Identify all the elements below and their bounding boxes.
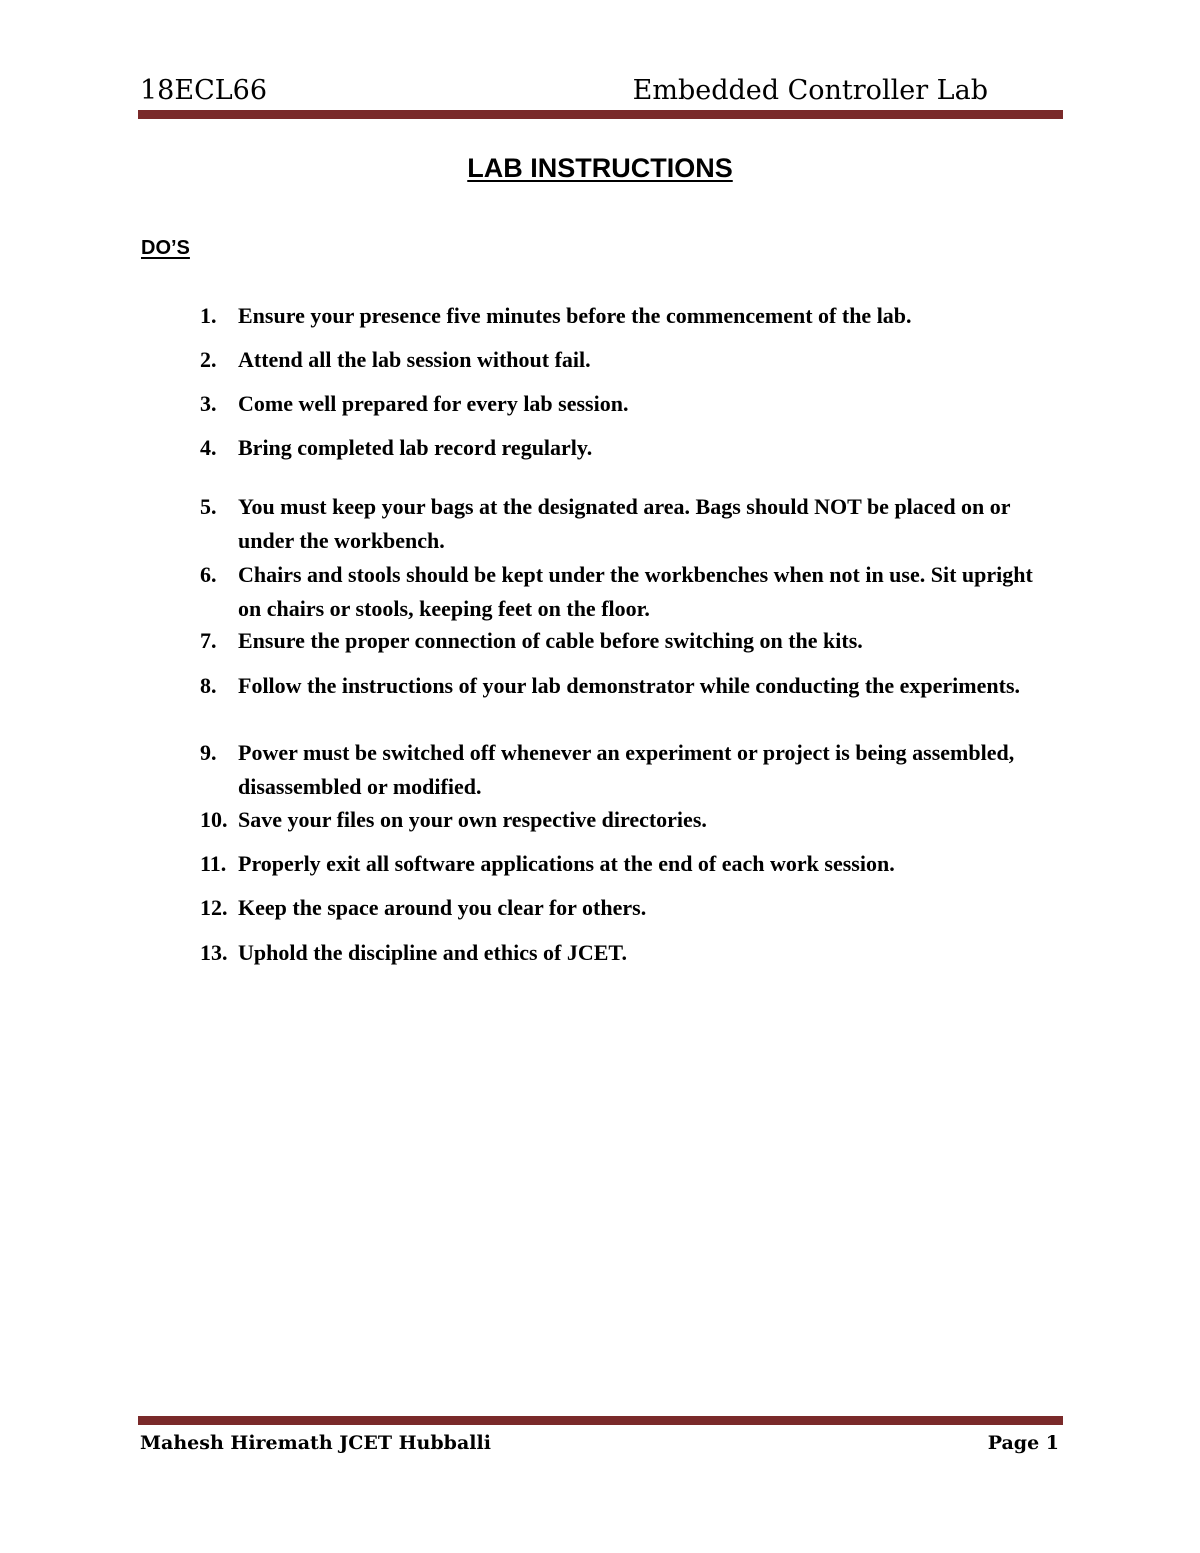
- list-item-number: 8.: [200, 673, 217, 698]
- list-item: [200, 803, 1060, 837]
- footer-author: Mahesh Hiremath JCET Hubballi: [140, 1432, 491, 1454]
- footer-rule: [138, 1416, 1063, 1425]
- list-item: [200, 891, 1060, 925]
- list-item-text: Properly exit all software applications at the end of each work session.: [238, 851, 895, 876]
- list-item: [200, 490, 1060, 557]
- list-item: [200, 343, 1060, 377]
- page-number: Page 1: [987, 1432, 1059, 1454]
- list-item: [200, 299, 1060, 333]
- list-item-number: 4.: [200, 435, 217, 460]
- list-item-number: 5.: [200, 494, 217, 519]
- header-rule: [138, 110, 1063, 119]
- list-item-number: 9.: [200, 740, 217, 765]
- list-item-text: Save your files on your own respective directories.: [238, 807, 707, 832]
- list-item-number: 10.: [200, 807, 228, 832]
- list-item-text: Follow the instructions of your lab demonstrator while conducting the experiments.: [238, 673, 1020, 698]
- lab-title: Embedded Controller Lab: [632, 75, 988, 106]
- section-heading-dos: DO’S: [141, 237, 190, 259]
- list-item-number: 7.: [200, 628, 217, 653]
- list-item-text: You must keep your bags at the designated area. Bags should NOT be placed on or under the workbench.: [238, 494, 1011, 553]
- list-item: [200, 431, 1060, 465]
- list-item-number: 6.: [200, 562, 217, 587]
- page-title: LAB INSTRUCTIONS: [467, 153, 733, 183]
- list-item-text: Power must be switched off whenever an experiment or project is being assembled, disassembled or modified.: [238, 740, 1015, 799]
- list-item-number: 11.: [200, 851, 227, 876]
- list-item-number: 1.: [200, 303, 217, 328]
- course-code: 18ECL66: [140, 75, 268, 106]
- list-item: [200, 558, 1060, 625]
- list-item-number: 2.: [200, 347, 217, 372]
- list-item-text: Chairs and stools should be kept under the workbenches when not in use. Sit upright on chairs or stools, keeping feet on the floor.: [238, 562, 1033, 621]
- list-item-number: 13.: [200, 940, 228, 965]
- list-item: [200, 669, 1060, 703]
- list-item-text: Ensure the proper connection of cable before switching on the kits.: [238, 628, 863, 653]
- list-item-text: Keep the space around you clear for others.: [238, 895, 647, 920]
- list-item: [200, 847, 1060, 881]
- list-item-text: Attend all the lab session without fail.: [238, 347, 591, 372]
- list-item: [200, 936, 1060, 970]
- list-item-number: 12.: [200, 895, 228, 920]
- list-item-text: Come well prepared for every lab session.: [238, 391, 629, 416]
- list-item-text: Ensure your presence five minutes before the commencement of the lab.: [238, 303, 912, 328]
- list-item: [200, 736, 1060, 803]
- list-item-text: Bring completed lab record regularly.: [238, 435, 593, 460]
- list-item: [200, 624, 1060, 658]
- list-item-number: 3.: [200, 391, 217, 416]
- list-item-text: Uphold the discipline and ethics of JCET.: [238, 940, 627, 965]
- list-item: [200, 387, 1060, 421]
